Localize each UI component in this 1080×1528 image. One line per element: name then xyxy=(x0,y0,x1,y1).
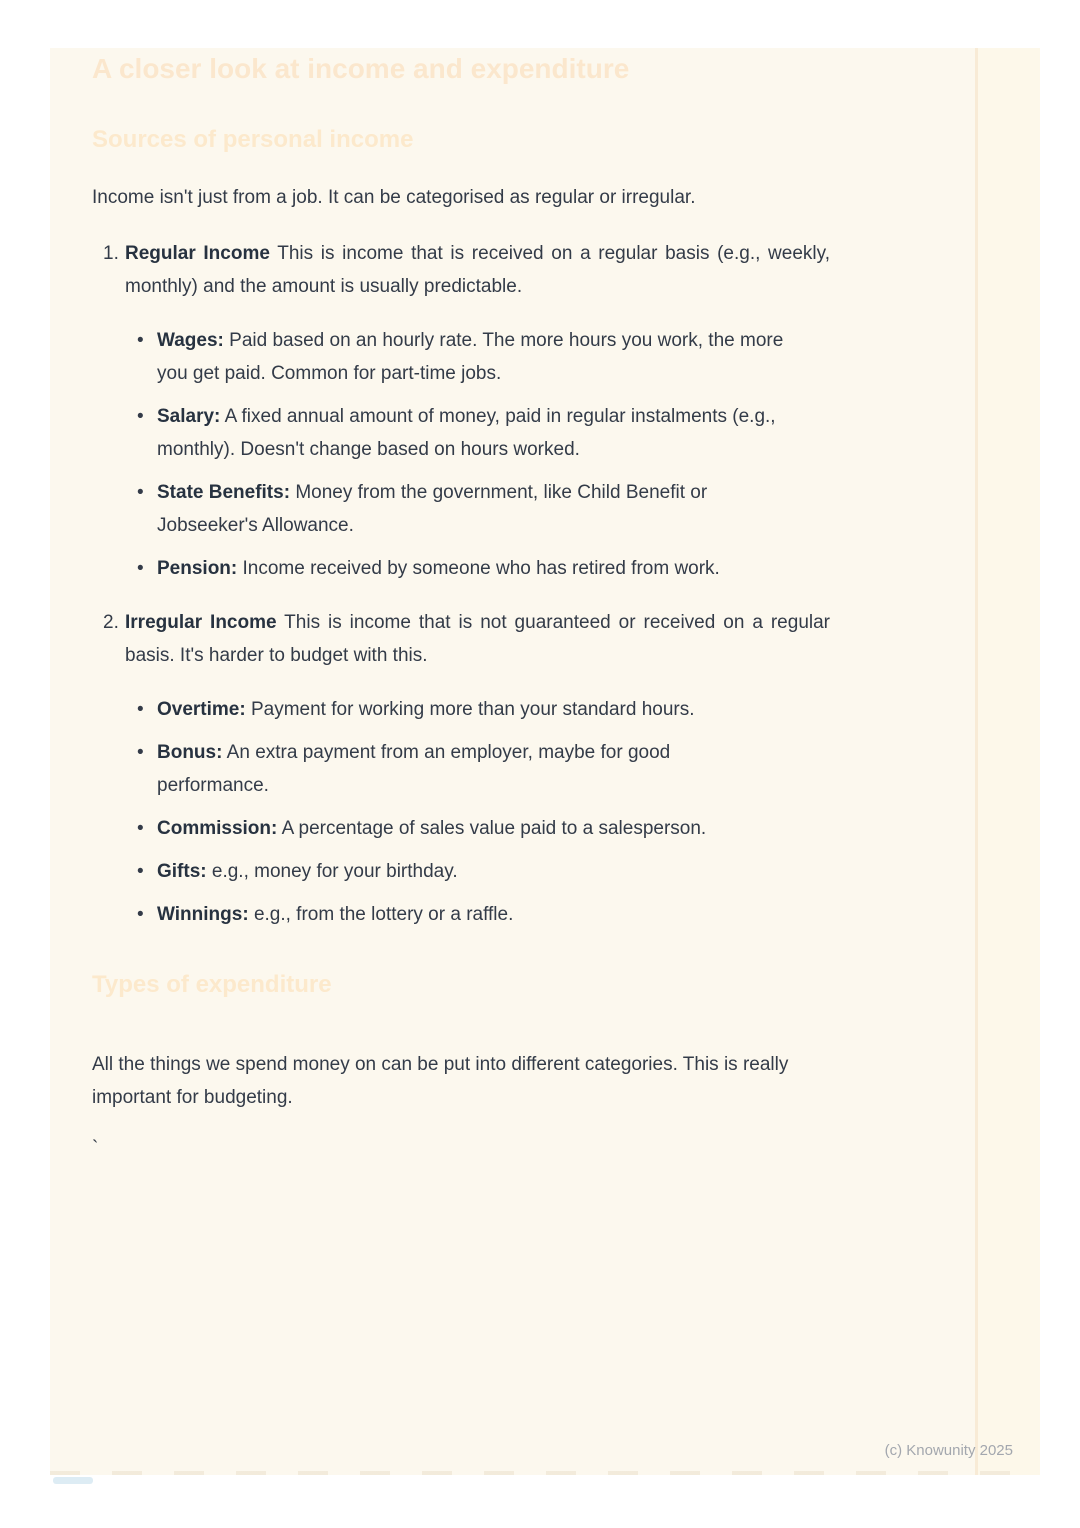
item-text xyxy=(125,606,830,672)
term-label: Winnings: xyxy=(157,904,249,925)
bullet-item xyxy=(92,693,830,726)
intro-paragraph: Income isn't just from a job. It can be categorised as regular or irregular. xyxy=(92,187,696,208)
bullet-description: Money from the government, like Child Benefit or Jobseeker's Allowance. xyxy=(157,482,708,536)
bullet-icon: • xyxy=(137,330,144,351)
bullet-text xyxy=(157,812,706,845)
expenditure-paragraph: All the things we spend money on can be put into different categories. This is really important for budgeting. xyxy=(92,1054,789,1108)
bullet-description: Paid based on an hourly rate. The more hours you work, the more you get paid. Common for part-time jobs. xyxy=(157,330,784,384)
bullet-description: A fixed annual amount of money, paid in regular instalments (e.g., monthly). Doesn't change based on hours worked. xyxy=(157,406,776,460)
bullet-text xyxy=(157,552,720,585)
bullet-icon: • xyxy=(137,818,144,839)
bullet-text xyxy=(157,855,458,888)
bullet-icon: • xyxy=(137,742,144,763)
numbered-item-regular-income xyxy=(92,237,830,303)
bullet-icon: • xyxy=(137,558,144,579)
bullet-text xyxy=(157,898,513,931)
page-right-margin xyxy=(978,48,1040,1475)
term-label: State Benefits: xyxy=(157,482,291,503)
term-label: Wages: xyxy=(157,330,224,351)
bullet-item xyxy=(92,736,830,802)
term-label: Bonus: xyxy=(157,742,223,763)
term-label: Irregular Income xyxy=(125,612,277,633)
bullet-description: A percentage of sales value paid to a salesperson. xyxy=(281,818,707,839)
term-label: Salary: xyxy=(157,406,221,427)
term-label: Gifts: xyxy=(157,861,207,882)
bullet-icon: • xyxy=(137,482,144,503)
bullet-item xyxy=(92,855,830,888)
term-label: Commission: xyxy=(157,818,278,839)
bullet-description: Income received by someone who has retired from work. xyxy=(242,558,720,579)
bullet-icon: • xyxy=(137,861,144,882)
item-description: This is income that is received on a regular basis (e.g., weekly, monthly) and the amount is usually predictable. xyxy=(125,243,831,297)
section-heading-expenditure: Types of expenditure xyxy=(92,971,332,998)
bullet-list-irregular xyxy=(92,693,830,931)
bullet-description: Payment for working more than your standard hours. xyxy=(250,699,695,720)
term-label: Overtime: xyxy=(157,699,246,720)
item-text xyxy=(125,237,830,303)
item-description: This is income that is not guaranteed or received on a regular basis. It's harder to budget with this. xyxy=(125,612,831,666)
bullet-text xyxy=(157,324,787,390)
term-label: Pension: xyxy=(157,558,238,579)
bullet-description: e.g., money for your birthday. xyxy=(211,861,458,882)
bullet-text xyxy=(157,693,695,726)
highlight-artifact xyxy=(53,1477,93,1484)
document-content xyxy=(92,52,830,1165)
document-page xyxy=(50,48,1040,1475)
bullet-item xyxy=(92,400,830,466)
bullet-list-regular xyxy=(92,324,830,585)
list-number: 1. xyxy=(103,243,119,264)
section-heading-income: Sources of personal income xyxy=(92,126,414,153)
bullet-item xyxy=(92,552,830,585)
bullet-item xyxy=(92,812,830,845)
bullet-icon: • xyxy=(137,406,144,427)
list-number: 2. xyxy=(103,612,119,633)
page-title: A closer look at income and expenditure xyxy=(92,53,630,84)
page-divider-line xyxy=(975,48,978,1475)
term-label: Regular Income xyxy=(125,243,270,264)
copyright-footer: (c) Knowunity 2025 xyxy=(884,1442,1013,1459)
bullet-text xyxy=(157,476,787,542)
stray-character: ` xyxy=(92,1138,99,1159)
bullet-text xyxy=(157,400,802,466)
bullet-item xyxy=(92,898,830,931)
bullet-description: An extra payment from an employer, maybe for good performance. xyxy=(157,742,671,796)
bullet-icon: • xyxy=(137,699,144,720)
bullet-icon: • xyxy=(137,904,144,925)
bullet-text xyxy=(157,736,737,802)
bullet-item xyxy=(92,324,830,390)
page-bottom-edge xyxy=(50,1471,1040,1475)
bullet-item xyxy=(92,476,830,542)
bullet-description: e.g., from the lottery or a raffle. xyxy=(253,904,514,925)
numbered-item-irregular-income xyxy=(92,606,830,672)
